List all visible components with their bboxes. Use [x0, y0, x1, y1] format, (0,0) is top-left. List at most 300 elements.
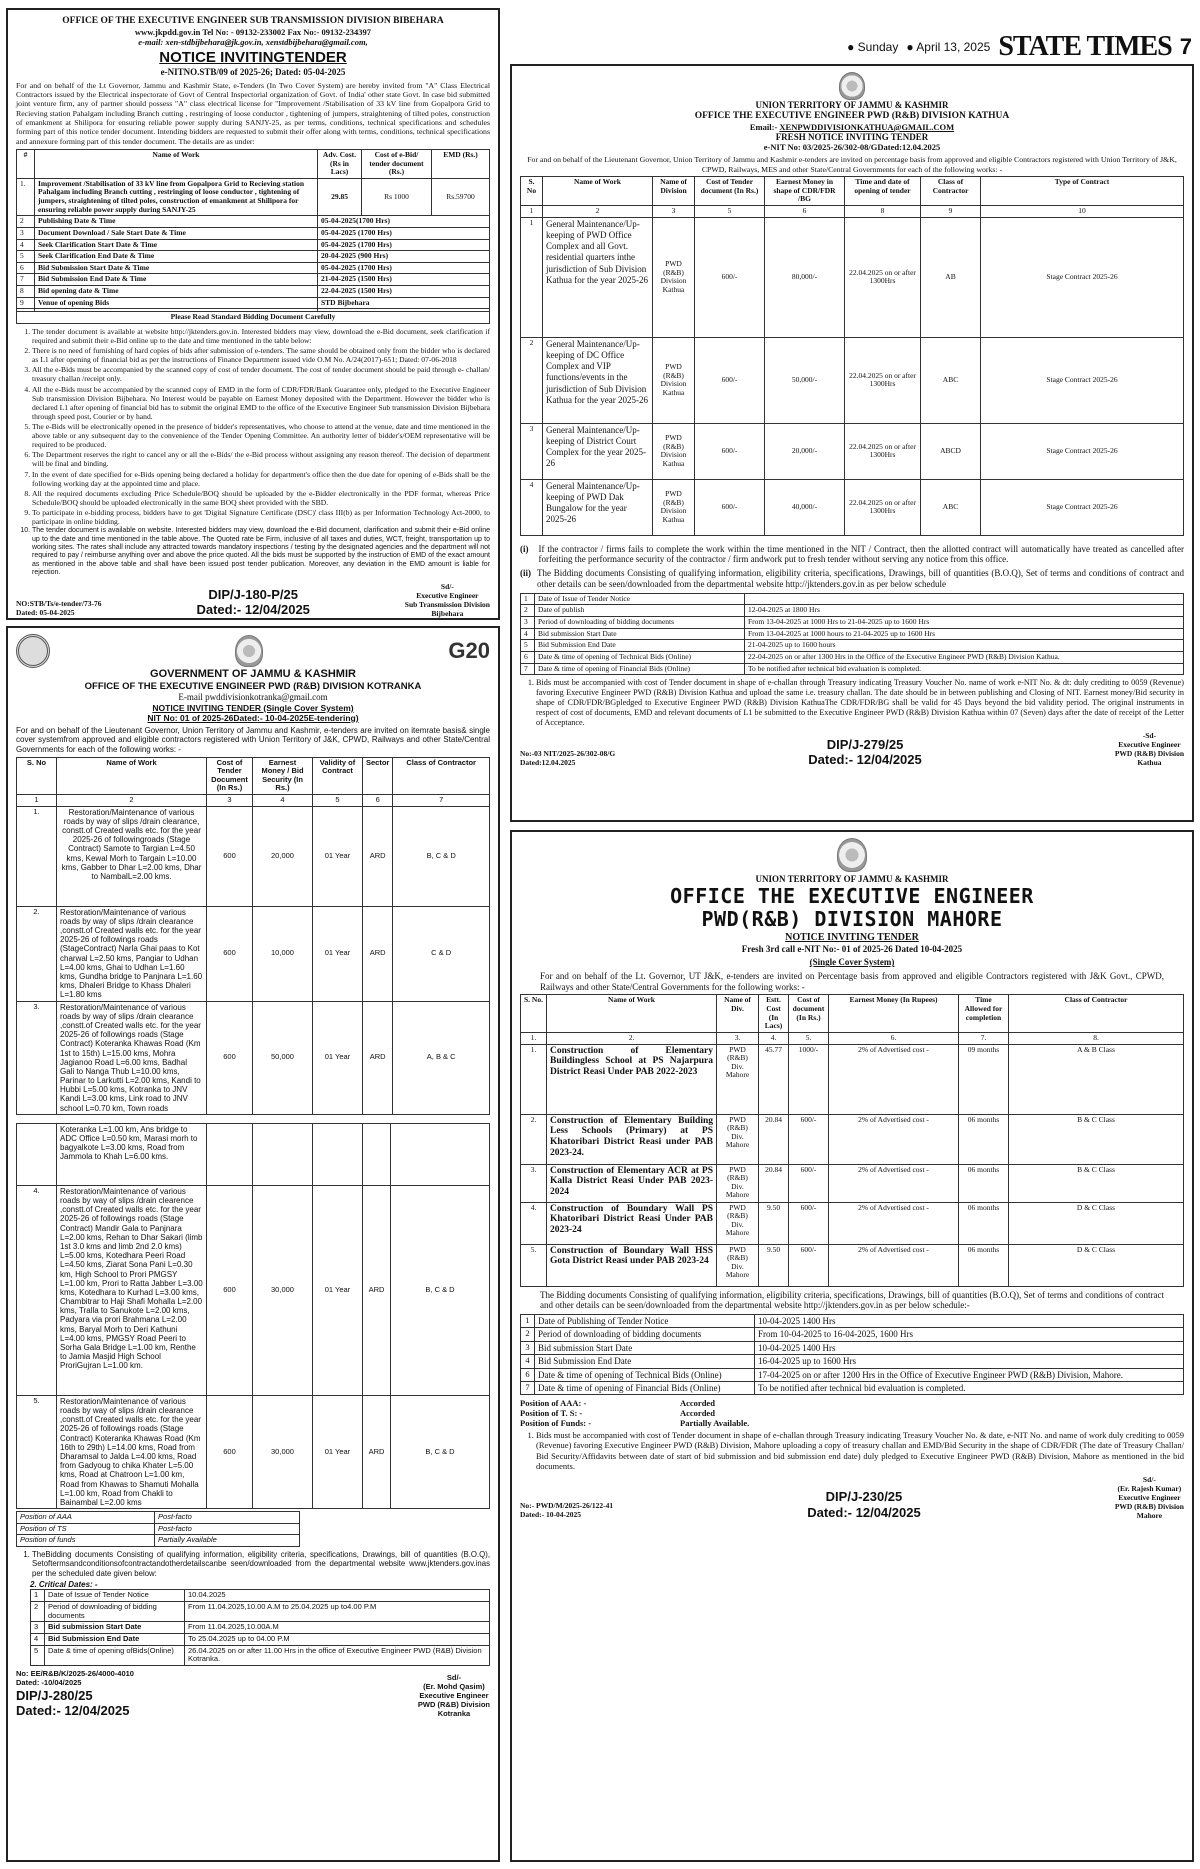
table-row	[521, 1328, 1184, 1341]
cell: General Maintenance/Up-keeping of District Court Complex for the year 2025-26	[543, 423, 653, 479]
sig-line: (Er. Rajesh Kumar)	[1117, 1483, 1182, 1493]
list-item: 3. All the e-Bids must be accompanied by the scanned copy of cost of tender document. The cost of tender document should be paid through e- challan/ treasury challan /receipt only.	[32, 365, 490, 383]
col-header: S. No	[521, 177, 543, 206]
cell: Rs.59700	[432, 178, 490, 216]
col-header: Earnest Money (In Rupees)	[829, 995, 959, 1033]
cell: 16-04-2025 up to 1600 Hrs	[755, 1355, 1184, 1368]
critical-dates	[16, 1580, 490, 1666]
cell: Construction of Elementary Buildingless School at PS Najarpura District Reasi Under PAB 2022-2023	[547, 1044, 717, 1114]
intro-paragraph: For and on behalf of the Lieutenant Governor, Union Territory of Jammu and Kashmir e-tenders are invited on percentage basis from approved and eligible Contractors registered with Union Territory of J&K, CPWD, Railways, MES and other State/Central Governments for each of the following works: -	[527, 155, 1177, 174]
cell: D & C Class	[1009, 1244, 1184, 1286]
list-item: 1. Bids must be accompanied with cost of Tender document in shape of e-challan through Treasury indicating Treasury Voucher No. name of work e-NIT No. & dt: duly crediting to 0059 (Revenue) favoring Executive Engineer PWD (R&B) Division Kathua and upload the same i.e. treasury challan. The date should be in between publishing and Closing of NIT. Earnest money/Bid security in shape of CDR/FDR/BGpledged to Executive Engineer PWD (R&B) Division KathuaThe CDR/FDR/BG shall be valid for 45 Days beyond the bid validity period. The original instruments in respect of cost of documents, EMD and relevant documents of L1 be submitted to the Executive Engineer PWD (R&B) Division Kathua within 07 (Seven) days after the date of receipt of the Letter of Acceptance.	[536, 678, 1184, 727]
cell: 2	[31, 1602, 45, 1622]
cell: 9.50	[759, 1202, 789, 1244]
cell: 1	[31, 1590, 45, 1602]
col-header: EMD (Rs.)	[432, 149, 490, 178]
cell: From 13-04-2025 at 1000 hours to 21-04-2025 up to 1600 Hrs	[745, 628, 1184, 640]
dip-number: DIP/J-280/25	[16, 1687, 93, 1703]
signature-block	[405, 582, 490, 618]
cell: 6	[765, 206, 845, 218]
cell	[745, 593, 1184, 605]
cell: General Maintenance/Up-keeping of PWD Dak Bungalow for the year 2025-26	[543, 479, 653, 535]
table-row	[31, 1633, 490, 1645]
cell: 10.04.2025	[185, 1590, 490, 1602]
notice-title: NOTICE INVITING TENDER (Single Cover System)	[152, 702, 354, 713]
table-row	[31, 1590, 490, 1602]
cell: 22.04.2025 on or after 1300Hrs	[845, 337, 921, 423]
cell: 01 Year	[313, 1001, 363, 1114]
cell	[17, 1123, 57, 1185]
list-item: 1. TheBidding documents Consisting of qualifying information, eligibility criteria, specifications, Drawings, bill of quantities (B.O.Q), Setoftermsandconditionsofcontractandotherdetailscanbe seen/downloaded from the departmental website www.jktenders.gov.inas per the scheduled date given below:	[32, 1550, 490, 1578]
cell	[363, 1123, 391, 1185]
cell: 6.	[829, 1032, 959, 1044]
cell: 4	[521, 479, 543, 535]
cell: 1	[17, 795, 57, 807]
cell: B & C Class	[1009, 1114, 1184, 1164]
list-item: 10. The tender document is available on website. Interested bidders may view, download the e-Bid document, clarification and submit their e-Bid online up to the date and time mentioned in the table above. The Quoted rate be Firm, inclusive of all taxes and duties, WCT, freight, transportation up to working sites. The rates shall include any attracted towards mandatory inspections / testing by the designated agencies and the department will not required to pay / reimburse anything over and above the price quoted. All the bids must be supported by the instruction of EMD of the exact amount as mentioned in the above table and shall have been issued post tender publication. Moreover, any deviation in the EMD amount is liable for rejection.	[32, 527, 490, 577]
masthead-brand: STATE TIMES	[998, 31, 1172, 63]
schedule-table	[520, 593, 1184, 675]
masthead	[672, 32, 1192, 62]
email-link[interactable]: XENPWDDIVISIONKATHUA@GMAIL.COM	[779, 121, 955, 132]
dip-block	[196, 587, 309, 618]
cell: Bid submission Start Date	[535, 1341, 755, 1354]
cell: To 25.04.2025 up to 04.00 P.M	[185, 1633, 490, 1645]
cell: 4	[17, 239, 35, 251]
cell: 2.	[17, 906, 57, 1001]
cell: 7	[521, 1381, 535, 1394]
cell: 10-04-2025 1400 Hrs	[755, 1315, 1184, 1328]
cell: Construction of Boundary Wall PS Khatoribari District Reasi Under PAB 2023-24	[547, 1202, 717, 1244]
cell: 8.	[1009, 1032, 1184, 1044]
intro-paragraph: For and on behalf of the Lt Governor, Jammu and Kashmir State, e-Tenders (In Two Cover System) are hereby invited from "A" Class Electrical Contractors issued by the Electrical inspectorate of Govt of Central Inspectorial organization of Govt. of India' other state Govt. In case bid submitted joint venture firm, any of partner should possess "A" class electrical license for "Improvement /Stabilisation of 33 kV line from Gopalpora Grid to Recieving station Pahalgam including Branch cutting , restringing of loose conductor , tightening of jumpers, straightening of tilted poles, construction of emankment at Shilipora for ensuring reliable power supply during SANJY-25, as per terms, conditions, technical specifications and schedules forming part of this notice tender document. Intending bidders are requested to submit their offer along with terms, conditions, technical specifications and annexure forming part of this tender document. The details are as under:	[16, 80, 490, 146]
col-header: Cost of document (In Rs.)	[789, 995, 829, 1033]
notice-footer	[520, 1475, 1184, 1520]
nit-number: e-NITNO.STB/09 of 2025-26; Dated: 05-04-2025	[160, 66, 346, 77]
sig-line: -Sd-	[1142, 731, 1157, 741]
cell: B, C & D	[391, 1185, 490, 1395]
cell	[253, 1123, 313, 1185]
cell: 06 months	[959, 1114, 1009, 1164]
col-header: Name of Work	[35, 149, 318, 178]
gov-header: GOVERNMENT OF JAMMU & KASHMIR	[150, 668, 356, 680]
cell: 6	[521, 651, 535, 663]
cell: 600	[207, 906, 253, 1001]
header-row	[16, 634, 490, 668]
list-item: 1. Bids must be accompanied with cost of Tender document in shape of e-challan through Treasury indicating Treasury Voucher No. & date, e-NIT No. and name of work duly crediting to 0059 (Revenue) favoring Executive Engineer PWD (R&B) Division, Mahore uploading a copy of treasury challan and EMD/Bid Security in the shape of CDR/FDR (The date of Treasury Challan/ Bid Security/Affidavits between date of start of bid submission and bid submission end date) duly pledged to Executive Engineer PWD (R&B) Division, Mahore as mentioned in the bid documents.	[536, 1430, 1184, 1471]
cell: Date of Issue of Tender Notice	[535, 593, 745, 605]
cell: PWD (R&B) Division Kathua	[653, 337, 695, 423]
cell: Position of TS	[17, 1523, 155, 1535]
cell: ARD	[363, 1001, 393, 1114]
cell: Document Download / Sale Start Date & Time	[35, 227, 318, 239]
cell: Bid opening date & Time	[35, 286, 318, 298]
col-header: Class of Contractor	[393, 757, 490, 795]
table-row	[17, 1535, 300, 1547]
cell: 600/-	[695, 423, 765, 479]
sig-line: PWD (R&B) Division	[1114, 1501, 1184, 1511]
cell: 600/-	[789, 1164, 829, 1202]
cell: 5.	[521, 1244, 547, 1286]
cell: 3	[521, 423, 543, 479]
cell: Restoration/Maintenance of various roads by way of slips /drain clearance ,constt.of Created walls etc. for the year 2025-26 of followings roads (Stage Contract) Koteranka Khawas Road (Km 16th to 29th) L=14.00 kms, Road from Dharamsal to Jalda L=4.00 kms, Road from Gadyoug to chika Khater L=5.00 kms, Road at Chatroon L=1.00 km, Road from Khawas to Shamuti Mohalla L=1.00 km, Road from Chakli to Bainambal L=2.00 kms	[57, 1395, 207, 1508]
table-row	[17, 906, 490, 1001]
emblem-icon	[839, 72, 865, 100]
col-header: Name of Work	[543, 177, 653, 206]
cell: 2	[521, 1328, 535, 1341]
cell: ARD	[363, 906, 393, 1001]
cell: 30,000	[253, 1395, 313, 1508]
email-line: e-mail: xen-stdbijbehara@jk.gov.in, xenstdbijbehara@gmail.com,	[138, 37, 368, 48]
cell: 9	[921, 206, 981, 218]
cell: C & D	[393, 906, 490, 1001]
table-row	[17, 216, 490, 228]
notice-footer	[16, 582, 490, 618]
cell: Koteranka L=1.00 km, Ans bridge to ADC Office L=0.50 km, Marasi morh to bagyalkote L=3.00 kms, Road from Jammola to Khah L=6.00 kms.	[57, 1123, 207, 1185]
cell: Date & time of opening of Technical Bids (Online)	[535, 1368, 755, 1381]
ref-date: Dated: -10/04/2025	[16, 1677, 82, 1687]
cell: 4.	[521, 1202, 547, 1244]
cell: Stage Contract 2025-26	[981, 423, 1184, 479]
table-row	[521, 479, 1184, 535]
cell: AB	[921, 217, 981, 337]
cell	[207, 1123, 253, 1185]
work-table	[520, 994, 1184, 1286]
cell: 2% of Advertised cost -	[829, 1244, 959, 1286]
table-row	[521, 1315, 1184, 1328]
position-row	[520, 1418, 1184, 1428]
cell: 6	[17, 262, 35, 274]
table-row	[17, 1512, 300, 1524]
sig-line: (Er. Mohd Qasim)	[423, 1682, 485, 1692]
cell: Period of downloading of bidding documents	[535, 1328, 755, 1341]
schedule-table	[520, 1314, 1184, 1395]
cell	[391, 1123, 490, 1185]
cell: 1	[521, 1315, 535, 1328]
sig-line: Kathua	[1137, 758, 1162, 768]
col-header: S. No	[17, 757, 57, 795]
reference	[520, 1502, 613, 1520]
cell: 600	[207, 806, 253, 906]
bidding-paragraph: The Bidding documents Consisting of qualifying information, eligibility criteria, specifications, Drawings, bill of quantities (B.O.Q), Set of terms and conditions of contract and other details can be seen/downloaded from the departmental website http://jktenders.gov.in as per below schedule:-	[540, 1289, 1164, 1311]
cell: 600/-	[789, 1202, 829, 1244]
list-item: 6. The Department reserves the right to cancel any or all the e-Bids/ the e-Bid process without assigning any reason thereof. The decision of department will be final and binding.	[32, 450, 490, 468]
cell: 2	[521, 337, 543, 423]
table-row	[17, 239, 490, 251]
cell: 3	[521, 617, 535, 629]
cell: 600/-	[695, 337, 765, 423]
cell: From 11.04.2025,10.00A.M	[185, 1622, 490, 1634]
notice-footer	[520, 731, 1184, 767]
cell: 20,000/-	[765, 423, 845, 479]
cell: Date & time of opening ofBids(Online)	[45, 1645, 185, 1665]
cell: General Maintenance/Up-keeping of DC Office Complex and VIP functions/events in the jurisdiction of Sub Division Kathua for the year 2025-26	[543, 337, 653, 423]
table-row	[521, 651, 1184, 663]
cell: Partially Available	[155, 1535, 300, 1547]
cell: 17-04-2025 on or after 1200 Hrs in the Office of Executive Engineer PWD (R&B) Division, Mahore.	[755, 1368, 1184, 1381]
cell: 5	[313, 795, 363, 807]
cell: Bid submission Start Date	[45, 1622, 185, 1634]
cell: Bid Submission End Date & Time	[35, 274, 318, 286]
col-header: S. No.	[521, 995, 547, 1033]
notice-footer	[16, 1670, 490, 1718]
cell: 600/-	[695, 217, 765, 337]
cell: Stage Contract 2025-26	[981, 217, 1184, 337]
cell: 10	[981, 206, 1184, 218]
work-table	[520, 176, 1184, 536]
masthead-day: ● Sunday	[847, 39, 899, 54]
table-row	[521, 1368, 1184, 1381]
cell: 7.	[959, 1032, 1009, 1044]
cell: Position of AAA	[17, 1512, 155, 1524]
read-carefully: Please Read Standard Bidding Document Carefully	[17, 312, 490, 324]
cell: B, C & D	[391, 1395, 490, 1508]
table-row	[521, 617, 1184, 629]
cell: 1	[521, 206, 543, 218]
cell: 05-04-2025 (1700 Hrs)	[318, 239, 490, 251]
cell: 3.	[521, 1164, 547, 1202]
nit-number: Fresh 3rd call e-NIT No:- 01 of 2025-26 Dated 10-04-2025	[741, 943, 963, 954]
col-header: Name of Work	[57, 757, 207, 795]
table-row	[17, 227, 490, 239]
dip-date: Dated:- 12/04/2025	[807, 1504, 921, 1520]
table-row	[31, 1622, 490, 1634]
sig-line: Bijbehara	[431, 608, 464, 618]
cell: 22-04-2025 (1500 Hrs)	[318, 286, 490, 298]
cell: 600	[207, 1001, 253, 1114]
col-header: Earnest Money in shape of CDR/FDR /BG	[765, 177, 845, 206]
cell: 2	[17, 216, 35, 228]
table-row	[17, 312, 490, 324]
cell: 2% of Advertised cost -	[829, 1044, 959, 1114]
table-row	[17, 1123, 490, 1185]
cell: 22-04-2025 on or after 1300 Hrs in the Office of the Executive Engineer PWD (R&B) Division Kathua.	[745, 651, 1184, 663]
cell: 4	[521, 628, 535, 640]
cell: 2% of Advertised cost -	[829, 1114, 959, 1164]
cell: From 11.04.2025,10.00 A.M to 25.04.2025 up to4.00 P.M	[185, 1602, 490, 1622]
cell: Period of downloading of bidding documents	[535, 617, 745, 629]
cell: 05-04-2025 (1700 Hrs)	[318, 262, 490, 274]
cover-system: (Single Cover System)	[809, 957, 895, 968]
cell: Seek Clarification End Date & Time	[35, 251, 318, 263]
table-row	[521, 1114, 1184, 1164]
cell: PWD (R&B) Division Kathua	[653, 479, 695, 535]
position-table	[16, 1511, 300, 1547]
position-label: Position of AAA: -	[520, 1398, 587, 1409]
list-item: 5. The e-Bids will be electronically opened in the presence of bidder's representatives, who choose to attend at the venue, date and time mentioned in the above table or any subsequent day to the convenience of the Tender Opening Committee. An authority letter of bidder's/OEM representative will be required to be produced.	[32, 422, 490, 449]
note-text: The Bidding documents Consisting of qualifying information, eligibility criteria, specifications, Drawings, bill of quantities (B.O.Q), Set of terms and conditions of contract and other details can be seen/downloaded from the departmental website http://jktenders.gov.in as per below schedule	[537, 568, 1184, 590]
office-header: OFFICE OF THE EXECUTIVE ENGINEER SUB TRANSMISSION DIVISION BIBEHARA	[62, 16, 444, 26]
cell: 3	[17, 227, 35, 239]
dip-number: DIP/J-230/25	[825, 1489, 903, 1505]
cell: 600	[207, 1185, 253, 1395]
signature-block	[1115, 731, 1184, 767]
sig-line: PWD (R&B) Division	[1114, 749, 1184, 759]
cell: 3.	[17, 1001, 57, 1114]
table-row	[17, 806, 490, 906]
cell: 1.	[521, 1032, 547, 1044]
dip-number: DIP/J-279/25	[826, 736, 904, 752]
cell: 6	[363, 795, 393, 807]
work-table-continued	[16, 1123, 490, 1509]
cell: 5.	[789, 1032, 829, 1044]
sig-line: Kotranka	[437, 1709, 471, 1719]
office-header: OFFICE THE EXECUTIVE ENGINEER PWD (R&B) DIVISION KATHUA	[694, 110, 1010, 121]
cell: 1	[521, 593, 535, 605]
cell: Stage Contract 2025-26	[981, 479, 1184, 535]
position-label: Position of T. S: -	[520, 1408, 583, 1419]
office-header: OFFICE THE EXECUTIVE ENGINEER	[670, 883, 1034, 908]
table-row	[17, 1395, 490, 1508]
crit-label-text: Critical Dates: -	[38, 1580, 98, 1589]
signature-block	[1115, 1475, 1184, 1520]
dip-date: Dated:- 12/04/2025	[196, 602, 310, 618]
list-item: 2. There is no need of furnishing of hard copies of bids after submission of e-tenders. The same should be obtained only from the bidder who is declared as L1 after opening of financial bid as per the instructions of Finance Department issued vide O.M No. A/24(2017)-651; Dated: 07-06-2018	[32, 346, 490, 364]
col-header: Time Allowed for completion	[959, 995, 1009, 1033]
col-header: Estt. Cost (In Lacs)	[759, 995, 789, 1033]
cell: 4.	[17, 1185, 57, 1395]
cell: Date & time of opening of Financial Bids (Online)	[535, 663, 745, 675]
cell: 600/-	[789, 1114, 829, 1164]
sig-line: Executive Engineer	[416, 590, 479, 600]
cell: 5	[521, 640, 535, 652]
note-text: If the contractor / firms fails to complete the work within the time mentioned in the NIT / Contract, then the allotted contract will automatically have treated as cancelled after forfeiting the performance security of the contractor / firm andwork put to fresh tender without serving any notice from this office.	[538, 543, 1184, 565]
table-row	[521, 593, 1184, 605]
work-table	[16, 149, 490, 324]
cell: 2	[57, 795, 207, 807]
notice-kathua	[510, 64, 1194, 822]
table-row	[17, 1001, 490, 1114]
cell: 4.	[759, 1032, 789, 1044]
cell: ABC	[921, 337, 981, 423]
reference	[520, 750, 615, 768]
col-header: Name of Work	[547, 995, 717, 1033]
col-header: Time and date of opening of tender	[845, 177, 921, 206]
cell: 01 Year	[313, 806, 363, 906]
cell: 1000/-	[789, 1044, 829, 1114]
col-header: #	[17, 149, 35, 178]
cell: 3	[31, 1622, 45, 1634]
cell: 50,000/-	[765, 337, 845, 423]
intro-paragraph: For and on behalf of the Lieutenant Governor, Union Territory of Jammu and Kashmir, e-tenders are invited on itemrate basis& single cover systemfrom approved and eligible contractors registered with Union Territory of J&K, CPWD, Railways and other State/Central Governments for each of the following works: -	[16, 725, 490, 754]
cell: From 10-04-2025 to 16-04-2025, 1600 Hrs	[755, 1328, 1184, 1341]
cell: 1.	[17, 806, 57, 906]
cell: 7	[393, 795, 490, 807]
cell: Restoration/Maintenance of various roads by way of slips /drain clearance ,constt.of Created walls etc. for the year 2025-26 of followings roads (StageContract) Narla Ghai paas to Kot charwal L=2.50 kms, Pangiar to Udhan L=4.00 kms, Ghai to Udhan L=1.60 kms, Gundha bridge to Panjnara L=1.60 kms, Dhaleri Bridge to Khass Dhaleri L=1.80 kms	[57, 906, 207, 1001]
emblem-icon	[235, 635, 263, 667]
ref-number: NO:STB/Ts/e-tender/73-76	[16, 598, 102, 608]
sig-line: Sd/-	[446, 1673, 462, 1683]
cell: B & C Class	[1009, 1164, 1184, 1202]
sig-line: Mahore	[1136, 1510, 1163, 1520]
cell: 600	[207, 1395, 253, 1508]
table-row	[17, 1185, 490, 1395]
position-value: Accorded	[680, 1398, 715, 1409]
cell: 30,000	[253, 1185, 313, 1395]
cell: Date of Publishing of Tender Notice	[535, 1315, 755, 1328]
cell: Venue of opening Bids	[35, 297, 318, 309]
table-row	[31, 1602, 490, 1622]
notice-title: NOTICE INVITINGTENDER	[159, 49, 347, 67]
cell: 29.85	[318, 178, 362, 216]
cell: 22.04.2025 on or after 1300Hrs	[845, 423, 921, 479]
cell: PWD (R&B) Div. Mahore	[717, 1044, 759, 1114]
position-row	[520, 1398, 1184, 1408]
cell: 2% of Advertised cost -	[829, 1202, 959, 1244]
cell: 09 months	[959, 1044, 1009, 1114]
col-header: Earnest Money / Bid Security (In Rs.)	[253, 757, 313, 795]
cell: Date of Issue of Tender Notice	[45, 1590, 185, 1602]
cell: 06 months	[959, 1244, 1009, 1286]
table-row	[17, 178, 490, 216]
terms-list	[16, 1550, 490, 1578]
cell: ARD	[363, 806, 393, 906]
sig-line: Sd/-	[1142, 1474, 1156, 1484]
cell: 06 months	[959, 1202, 1009, 1244]
cell: 5.	[17, 1395, 57, 1508]
cell: 9.50	[759, 1244, 789, 1286]
nit-number: NIT No: 01 of 2025-26Dated:- 10-04-2025E-tendering)	[147, 712, 359, 723]
position-block	[520, 1398, 1184, 1428]
col-header: Name of Division	[653, 177, 695, 206]
table-row	[17, 262, 490, 274]
division-header: PWD(R&B) DIVISION MAHORE	[701, 907, 1003, 932]
cell: Stage Contract 2025-26	[981, 337, 1184, 423]
email-line: E-mail pwddivisionkotranka@gmail.com	[178, 692, 328, 703]
table-row	[17, 251, 490, 263]
table-row	[521, 337, 1184, 423]
cell: 8	[845, 206, 921, 218]
sig-line: Executive Engineer	[1118, 1492, 1181, 1502]
contact-line: www.jkpdd.gov.in Tel No: - 09132-233002 Fax No:- 09132-234397	[134, 27, 372, 38]
cell: 4	[253, 795, 313, 807]
notice-mahore	[510, 830, 1194, 1862]
ref-number: No: EE/R&B/K/2025-26/4000-4010	[16, 1668, 134, 1678]
table-row	[521, 1244, 1184, 1286]
dip-block	[807, 1489, 920, 1520]
cell: 80,000/-	[765, 217, 845, 337]
ut-header: UNION TERRITORY OF JAMMU & KASHMIR	[755, 874, 949, 884]
cell: 06 months	[959, 1164, 1009, 1202]
table-row	[521, 605, 1184, 617]
cell: PWD (R&B) Division Kathua	[653, 423, 695, 479]
col-header: Sector	[363, 757, 393, 795]
cell: 12-04-2025 at 1800 Hrs	[745, 605, 1184, 617]
cell: PWD (R&B) Div. Mahore	[717, 1164, 759, 1202]
cell: ABC	[921, 479, 981, 535]
cell: 6	[521, 1368, 535, 1381]
table-row	[17, 274, 490, 286]
cell: 50,000	[253, 1001, 313, 1114]
table-row	[521, 1202, 1184, 1244]
terms-list	[16, 327, 490, 578]
cell: 05-04-2025 (1700 Hrs)	[318, 227, 490, 239]
cell: Bid submission Start Date	[535, 628, 745, 640]
cell: 5	[31, 1645, 45, 1665]
cell: 2	[521, 605, 535, 617]
cell: 20.84	[759, 1164, 789, 1202]
cell: Post-facto	[155, 1523, 300, 1535]
position-label: Position of Funds: -	[520, 1418, 592, 1429]
cell: Post-facto	[155, 1512, 300, 1524]
emblem-icon	[837, 838, 867, 872]
list-item: 9. To participate in e-bidding process, bidders have to get 'Digital Signature Certificate (DSC)' class III(b) as per Information Technology Act-2000, to participate in online bidding.	[32, 508, 490, 526]
ref-date: Dated: 05-04-2025	[16, 607, 75, 617]
cell: 3	[207, 795, 253, 807]
cell: Construction of Elementary Building Less Schools (Primary) at PS Khatoribari District Reasi under PAB 2023-24.	[547, 1114, 717, 1164]
dip-date: Dated:- 12/04/2025	[808, 752, 922, 768]
signature-block	[418, 1673, 490, 1718]
